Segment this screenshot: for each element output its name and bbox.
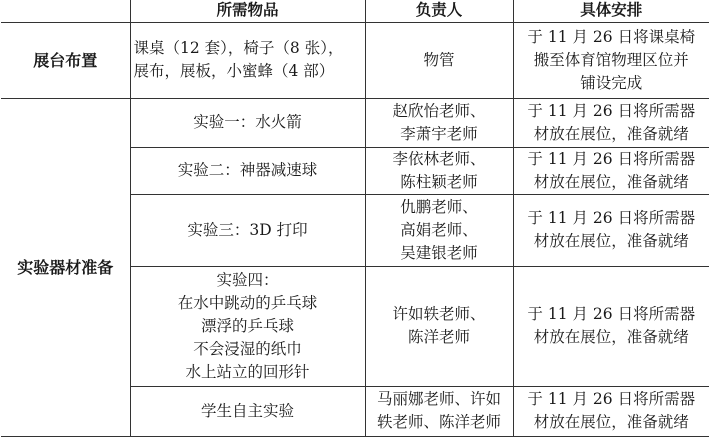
plan-line: 于 11 月 26 日将所需器 <box>527 209 696 227</box>
experiment-item-line: 不会浸湿的纸巾 <box>193 339 302 358</box>
experiment-item-line: 漂浮的乒乓球 <box>200 316 294 335</box>
experiment-owner-cell <box>365 266 513 386</box>
owner-line: 李依林老师、 <box>392 149 486 168</box>
owner-line: 陈柱颖老师 <box>400 172 478 191</box>
experiment-plan-cell <box>513 194 709 266</box>
booth-setup-row <box>1 22 709 98</box>
experiment-item-line: 实验二：神器减速球 <box>177 161 318 179</box>
plan-line: 材放在展位，准备就绪 <box>533 172 689 191</box>
owner-line: 李萧宇老师 <box>400 124 478 143</box>
experiment-item-line: 学生自主实验 <box>200 401 294 420</box>
booth-owner-cell: 物管 <box>365 22 513 98</box>
experiment-item-cell <box>130 266 365 386</box>
plan-line: 材放在展位，准备就绪 <box>533 232 689 250</box>
plan-line: 材放在展位，准备就绪 <box>533 413 689 431</box>
experiment-item-cell <box>130 386 365 436</box>
experiment-plan-cell <box>513 147 709 194</box>
experiment-plan-cell <box>513 386 709 436</box>
booth-items-line: 课桌（12 套），椅子（8 张）， <box>133 39 344 57</box>
experiment-row <box>1 98 709 147</box>
experiment-owner-cell <box>365 386 513 436</box>
owner-line: 仇鹏老师、 <box>400 197 478 216</box>
experiment-item-cell <box>130 194 365 266</box>
experiment-item-cell <box>130 147 365 194</box>
plan-line: 于 11 月 26 日将所需器 <box>527 149 696 168</box>
experiment-item-line: 在水中跳动的乒乓球 <box>177 293 318 312</box>
plan-line: 材放在展位，准备就绪 <box>533 328 689 346</box>
owner-line: 吴建银老师 <box>400 243 478 262</box>
booth-items-line: 展布，展板，小蜜蜂（4 部） <box>133 62 335 80</box>
experiment-owner-cell <box>365 147 513 194</box>
experiment-owner-cell <box>365 98 513 147</box>
experiment-plan-cell <box>513 266 709 386</box>
experiment-owner-cell <box>365 194 513 266</box>
header-category <box>1 0 130 22</box>
experiment-item-cell <box>130 98 365 147</box>
plan-line: 于 11 月 26 日将所需器 <box>527 101 696 120</box>
experiment-item-line: 实验三：3D 打印 <box>187 220 308 239</box>
category-booth-setup: 展台布置 <box>1 22 130 98</box>
plan-line: 于 11 月 26 日将所需器 <box>527 390 696 408</box>
plan-line: 材放在展位，准备就绪 <box>533 124 689 143</box>
experiment-plan-cell <box>513 98 709 147</box>
owner-line: 陈洋老师 <box>407 328 470 346</box>
experiment-item-line: 实验四： <box>216 270 279 289</box>
owner-line: 赵欣怡老师、 <box>392 101 486 120</box>
header-items: 所需物品 <box>130 0 365 22</box>
experiment-item-line: 水上站立的回形针 <box>185 362 310 381</box>
owner-line: 马丽娜老师、许如 <box>376 390 501 408</box>
arrangement-table <box>1 0 709 437</box>
experiment-item-line: 实验一：水火箭 <box>193 113 302 131</box>
owner-line: 许如轶老师、 <box>392 305 486 323</box>
category-equipment-prep: 实验器材准备 <box>1 98 130 436</box>
header-owner: 负责人 <box>365 0 513 22</box>
booth-plan-line: 搬至体育馆物理区位并 <box>533 50 689 69</box>
plan-line: 于 11 月 26 日将所需器 <box>527 305 696 323</box>
header-row <box>1 0 709 22</box>
booth-items-cell <box>130 22 365 98</box>
header-plan: 具体安排 <box>513 0 709 22</box>
booth-plan-line: 于 11 月 26 日将课桌椅 <box>527 27 696 46</box>
owner-line: 轶老师、陈洋老师 <box>376 413 501 431</box>
booth-plan-cell <box>513 22 709 98</box>
owner-line: 高娟老师、 <box>400 220 478 239</box>
booth-plan-line: 铺设完成 <box>580 73 643 92</box>
